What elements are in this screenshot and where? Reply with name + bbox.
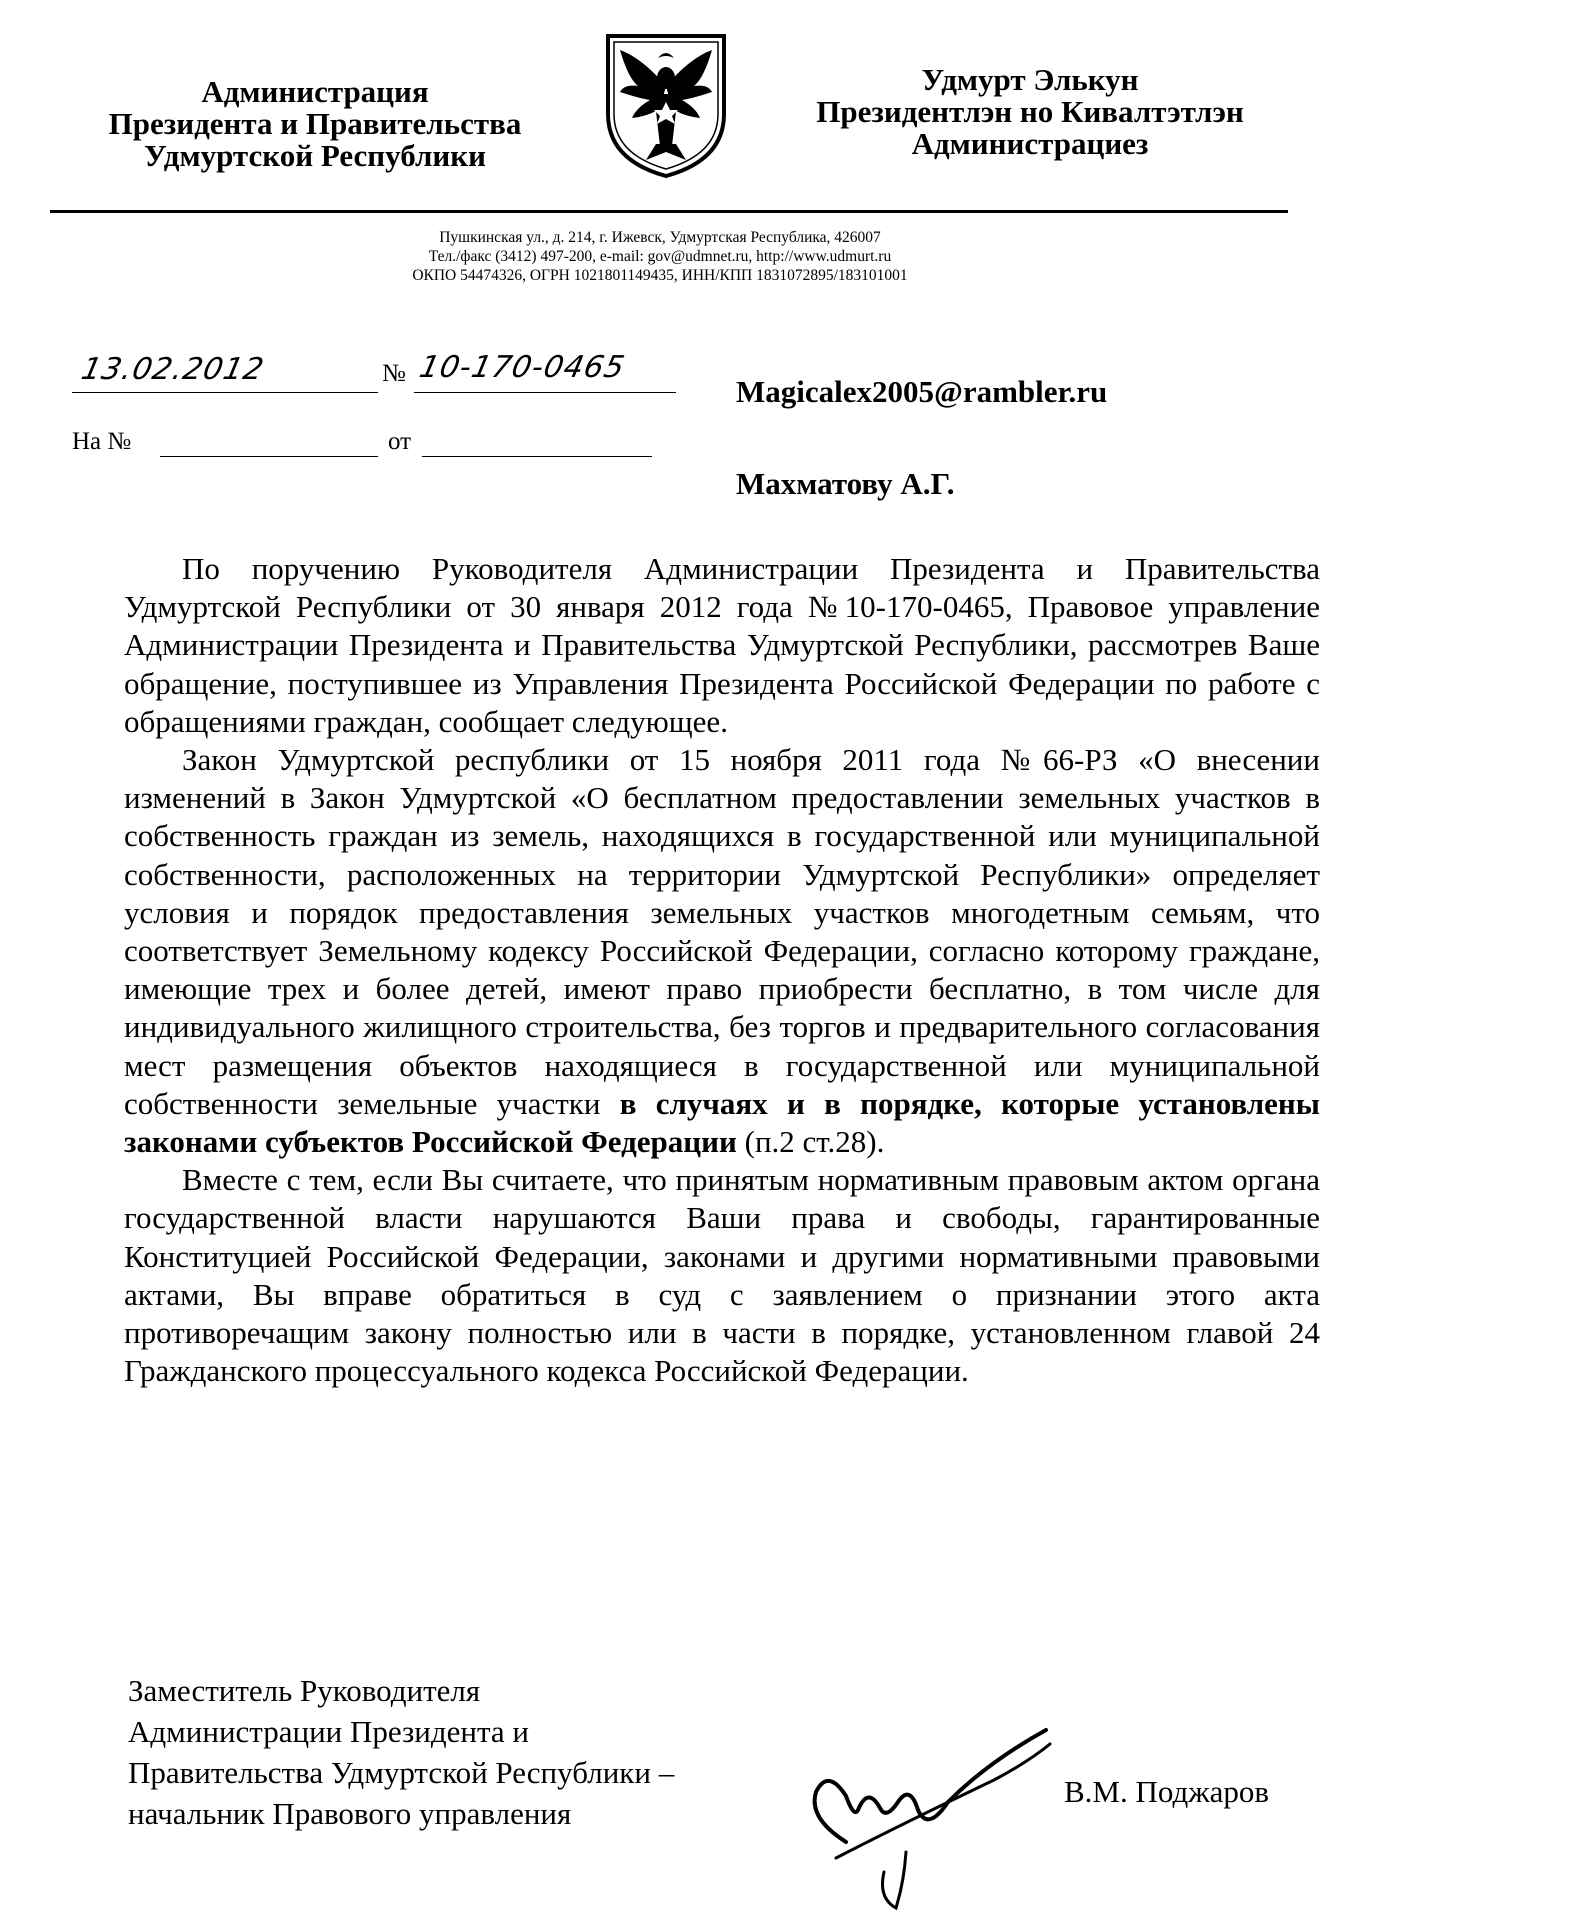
reply-number-underline — [160, 456, 378, 457]
header-left-title — [60, 76, 570, 172]
letter-body — [124, 550, 1320, 1390]
contact-address: Пушкинская ул., д. 214, г. Ижевск, Удмуртская Республика, 426007 — [439, 229, 881, 246]
body-paragraph: Вместе с тем, если Вы считаете, что принятым нормативным правовым актом органа государственной власти нарушаются Ваши права и свободы, гарантированные Конституцией Российской Федерации, законами и другими нормативными правовыми актами, Вы вправе обратиться в суд с заявлением о признании этого акта противоречащим закону полностью или в части в порядке, установленном главой 24 Гражданского процессуального кодекса Российской Федерации. — [124, 1162, 1320, 1389]
body-paragraph: По поручению Руководителя Администрации Президента и Правительства Удмуртской Республики от 30 января 2012 года №10-170-0465, Правовое управление Администрации Президента и Правительства Удмуртской Республики, рассмотрев Ваше обращение, поступившее из Управления Президента Российской Федерации по работе с обращениями граждан, сообщает следующее. — [124, 551, 1320, 739]
number-underline — [414, 392, 676, 393]
contact-details — [280, 228, 1040, 285]
reply-from-underline — [422, 456, 652, 457]
signer-name: В.М. Поджаров — [1064, 1774, 1270, 1809]
udmurt-coat-of-arms-icon — [598, 28, 734, 180]
body-paragraph — [124, 741, 1320, 1161]
reply-from-label: от — [388, 428, 412, 455]
signer-position-line: Заместитель Руководителя — [128, 1673, 481, 1708]
handwritten-signature-icon — [788, 1722, 1058, 1912]
header-left-line: Администрация — [201, 74, 429, 109]
header-divider — [50, 210, 1288, 213]
body-text-run: (п.2 ст.28). — [736, 1124, 885, 1160]
signer-position-line: начальник Правового управления — [128, 1796, 572, 1831]
recipient-email: Magicalex2005@rambler.ru — [736, 374, 1108, 409]
header-right-line: Президентлэн но Кивалтэтлэн — [816, 94, 1244, 129]
outgoing-number: 10-170-0465 — [416, 350, 629, 385]
body-text-run: Закон Удмуртской республики от 15 ноября 2011 года №66-РЗ «О внесении изменений в Закон Удмуртской «О бесплатном предоставлении земельных участков в собственность граждан из земель, находящихся в государственной или муниципальной собственности, расположенных на территории Удмуртской Республики» определяет условия и порядок предоставления земельных участков многодетным семьям, что соответствует Земельному кодексу Российской Федерации, согласно которому граждане, имеющие трех и более детей, имеют право приобрести бесплатно, в том числе для индивидуального жилищного строительства, без торгов и предварительного согласования мест размещения объектов находящиеся в государственной или муниципальной собственности земельные участки — [124, 742, 1320, 1121]
header-right-title — [770, 64, 1290, 160]
signer-position-line: Администрации Президента и — [128, 1714, 530, 1749]
header-left-line: Президента и Правительства — [108, 106, 522, 141]
recipient-name: Махматову А.Г. — [736, 466, 955, 501]
reply-number-label: На № — [72, 428, 132, 455]
contact-registry-codes: ОКПО 54474326, ОГРН 1021801149435, ИНН/КПП 1831072895/183101001 — [412, 267, 908, 284]
header-right-line: Удмурт Элькун — [921, 62, 1139, 97]
contact-phone-email: Тел./факс (3412) 497-200, e-mail: gov@udmnet.ru, http://www.udmurt.ru — [428, 248, 892, 265]
header-left-line: Удмуртской Республики — [144, 138, 486, 173]
outgoing-date: 13.02.2012 — [78, 352, 268, 387]
signer-position-line: Правительства Удмуртской Республики – — [128, 1755, 675, 1790]
header-right-line: Администрациез — [911, 126, 1149, 161]
date-underline — [72, 392, 378, 393]
signer-position — [128, 1670, 674, 1834]
body-bold-run: в случаях и в порядке, которые установлены законами субъектов Российской Федерации — [124, 1085, 1320, 1160]
number-label: № — [382, 360, 406, 387]
